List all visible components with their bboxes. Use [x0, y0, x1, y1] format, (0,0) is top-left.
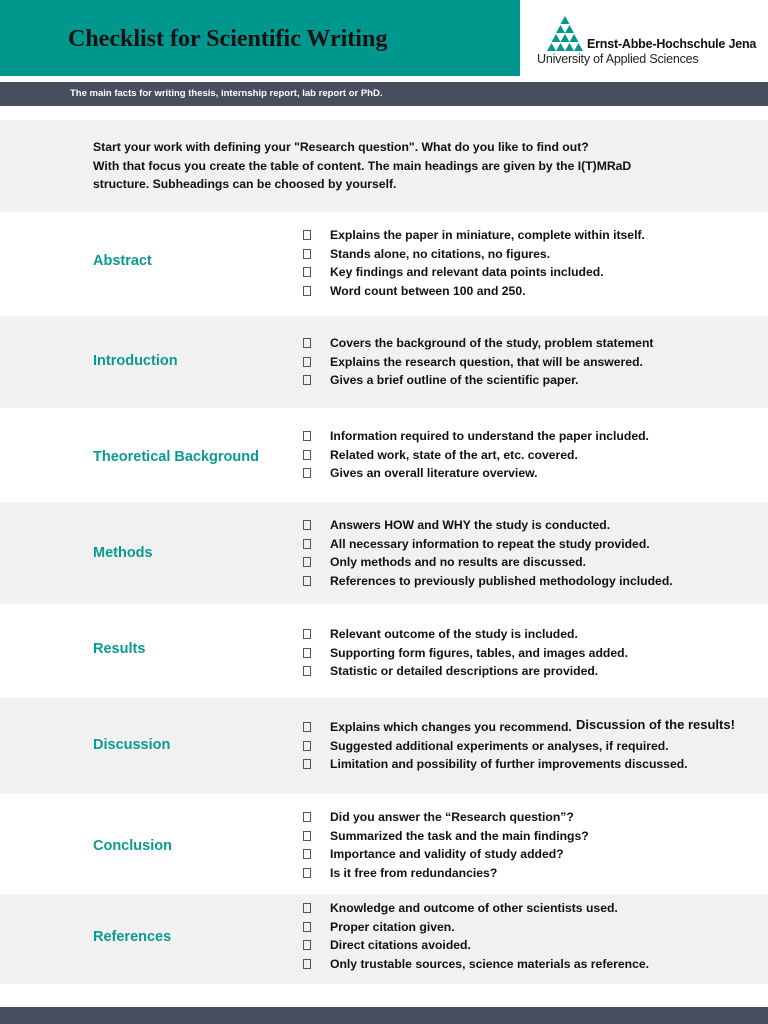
university-subtitle: University of Applied Sciences [537, 52, 699, 66]
section-heading: Discussion [93, 737, 171, 753]
checklist-item [303, 553, 673, 572]
section-introduction [0, 316, 768, 408]
checklist-item [303, 955, 649, 974]
item-text: Key findings and relevant data points included. [330, 265, 604, 279]
checkbox-icon[interactable] [303, 431, 311, 441]
checklist-item [303, 572, 673, 591]
item-text: Gives a brief outline of the scientific paper. [330, 373, 579, 387]
checklist-item [303, 737, 688, 756]
checkbox-icon[interactable] [303, 922, 311, 932]
checkbox-icon[interactable] [303, 741, 311, 751]
section-results [0, 604, 768, 698]
checkbox-icon[interactable] [303, 759, 311, 769]
checklist-item [303, 282, 645, 301]
item-text: Only trustable sources, science materials as reference. [330, 956, 650, 971]
checklist [303, 226, 645, 300]
checklist-item [303, 427, 649, 446]
item-text: Summarized the task and the main findings? [330, 828, 589, 843]
intro-text [93, 138, 631, 194]
item-text: Explains which changes you recommend. [330, 720, 572, 734]
section-heading: Introduction [93, 353, 178, 369]
item-text: Relevant outcome of the study is included. [330, 627, 578, 641]
checkbox-icon[interactable] [303, 230, 311, 240]
item-text: Importance and validity of study added? [330, 847, 564, 861]
intro-line: Start your work with defining your "Research question". What do you like to find out? [93, 140, 589, 154]
section-heading: Theoretical Background [93, 449, 259, 465]
checkbox-icon[interactable] [303, 286, 311, 296]
checklist-item [303, 625, 628, 644]
item-text: Limitation and possibility of further improvements discussed. [330, 757, 688, 771]
item-text: Explains the research question, that will be answered. [330, 354, 643, 369]
item-text: Suggested additional experiments or analyses, if required. [330, 738, 669, 753]
checklist-item [303, 936, 649, 955]
checklist-item [303, 899, 649, 918]
checklist-item [303, 918, 649, 937]
item-text: Word count between 100 and 250. [330, 283, 526, 298]
checklist [303, 516, 673, 590]
item-text: Did you answer the “Research question”? [330, 810, 574, 824]
item-text: Explains the paper in miniature, complete within itself. [330, 228, 645, 242]
checkbox-icon[interactable] [303, 450, 311, 460]
checkbox-icon[interactable] [303, 539, 311, 549]
checkbox-icon[interactable] [303, 648, 311, 658]
checkbox-icon[interactable] [303, 868, 311, 878]
checklist [303, 334, 653, 390]
subtitle-bar [0, 82, 768, 106]
item-text: Covers the background of the study, problem statement [330, 336, 654, 350]
item-text: Information required to understand the paper included. [330, 429, 649, 443]
item-text: Knowledge and outcome of other scientists used. [330, 901, 618, 915]
section-abstract [0, 212, 768, 316]
checklist [303, 808, 589, 882]
section-references [0, 894, 768, 984]
checklist [303, 427, 649, 483]
checklist-item [303, 371, 653, 390]
item-text: Supporting form figures, tables, and images added. [330, 645, 628, 660]
item-text: Proper citation given. [330, 919, 455, 934]
item-text: Is it free from redundancies? [330, 865, 498, 880]
section-discussion [0, 698, 768, 794]
footer-bar [0, 1007, 768, 1024]
section-theoretical-background [0, 408, 768, 502]
item-text: Only methods and no results are discussed. [330, 555, 587, 569]
checklist-item [303, 226, 645, 245]
intro-block [0, 120, 768, 212]
section-heading: Abstract [93, 253, 152, 269]
checklist-item [303, 808, 589, 827]
checklist-item [303, 864, 589, 883]
checkbox-icon[interactable] [303, 629, 311, 639]
checkbox-icon[interactable] [303, 959, 311, 969]
intro-line: structure. Subheadings can be choosed by yourself. [93, 177, 397, 191]
checkbox-icon[interactable] [303, 357, 311, 367]
section-heading: Conclusion [93, 838, 172, 854]
checklist-item [303, 845, 589, 864]
checkbox-icon[interactable] [303, 338, 311, 348]
checkbox-icon[interactable] [303, 468, 311, 478]
item-text: Gives an overall literature overview. [330, 466, 538, 480]
university-logo [537, 16, 768, 72]
checklist-item [303, 827, 589, 846]
checkbox-icon[interactable] [303, 375, 311, 385]
item-text: Direct citations avoided. [330, 938, 471, 952]
checklist-item [303, 464, 649, 483]
item-text: Related work, state of the art, etc. covered. [330, 447, 578, 462]
checklist-item [303, 662, 628, 681]
checkbox-icon[interactable] [303, 940, 311, 950]
checkbox-icon[interactable] [303, 557, 311, 567]
checklist-item [303, 263, 645, 282]
checklist-item [303, 245, 645, 264]
checkbox-icon[interactable] [303, 849, 311, 859]
subtitle-text: The main facts for writing thesis, internship report, lab report or PhD. [70, 88, 383, 99]
item-text: Answers HOW and WHY the study is conducted. [330, 518, 611, 532]
section-conclusion [0, 794, 768, 894]
item-text: References to previously published methodology included. [330, 573, 673, 588]
checkbox-icon[interactable] [303, 812, 311, 822]
section-heading: Methods [93, 545, 153, 561]
checkbox-icon[interactable] [303, 520, 311, 530]
item-text: All necessary information to repeat the study provided. [330, 536, 650, 551]
intro-line: With that focus you create the table of content. The main headings are given by the I(T)MRaD [93, 158, 632, 173]
checklist-item [303, 516, 673, 535]
section-heading: Results [93, 641, 146, 657]
checklist [303, 625, 628, 681]
checklist-item [303, 755, 688, 774]
checklist [303, 899, 649, 973]
checkbox-icon[interactable] [303, 576, 311, 586]
checklist-item [303, 644, 628, 663]
checklist-item [303, 353, 653, 372]
discussion-note: Discussion of the results! [576, 717, 735, 732]
checkbox-icon[interactable] [303, 722, 311, 732]
checkbox-icon[interactable] [303, 249, 311, 259]
checkbox-icon[interactable] [303, 666, 311, 676]
item-text: Statistic or detailed descriptions are provided. [330, 664, 599, 678]
page-title: Checklist for Scientific Writing [68, 26, 388, 52]
university-name: Ernst-Abbe-Hochschule Jena [587, 37, 757, 51]
checkbox-icon[interactable] [303, 831, 311, 841]
triangle-grid-icon [543, 16, 587, 52]
checklist-item [303, 446, 649, 465]
checkbox-icon[interactable] [303, 903, 311, 913]
checkbox-icon[interactable] [303, 267, 311, 277]
section-methods [0, 502, 768, 604]
checklist-item [303, 535, 673, 554]
checklist-item [303, 334, 653, 353]
section-heading: References [93, 929, 172, 945]
item-text: Stands alone, no citations, no figures. [330, 246, 551, 261]
